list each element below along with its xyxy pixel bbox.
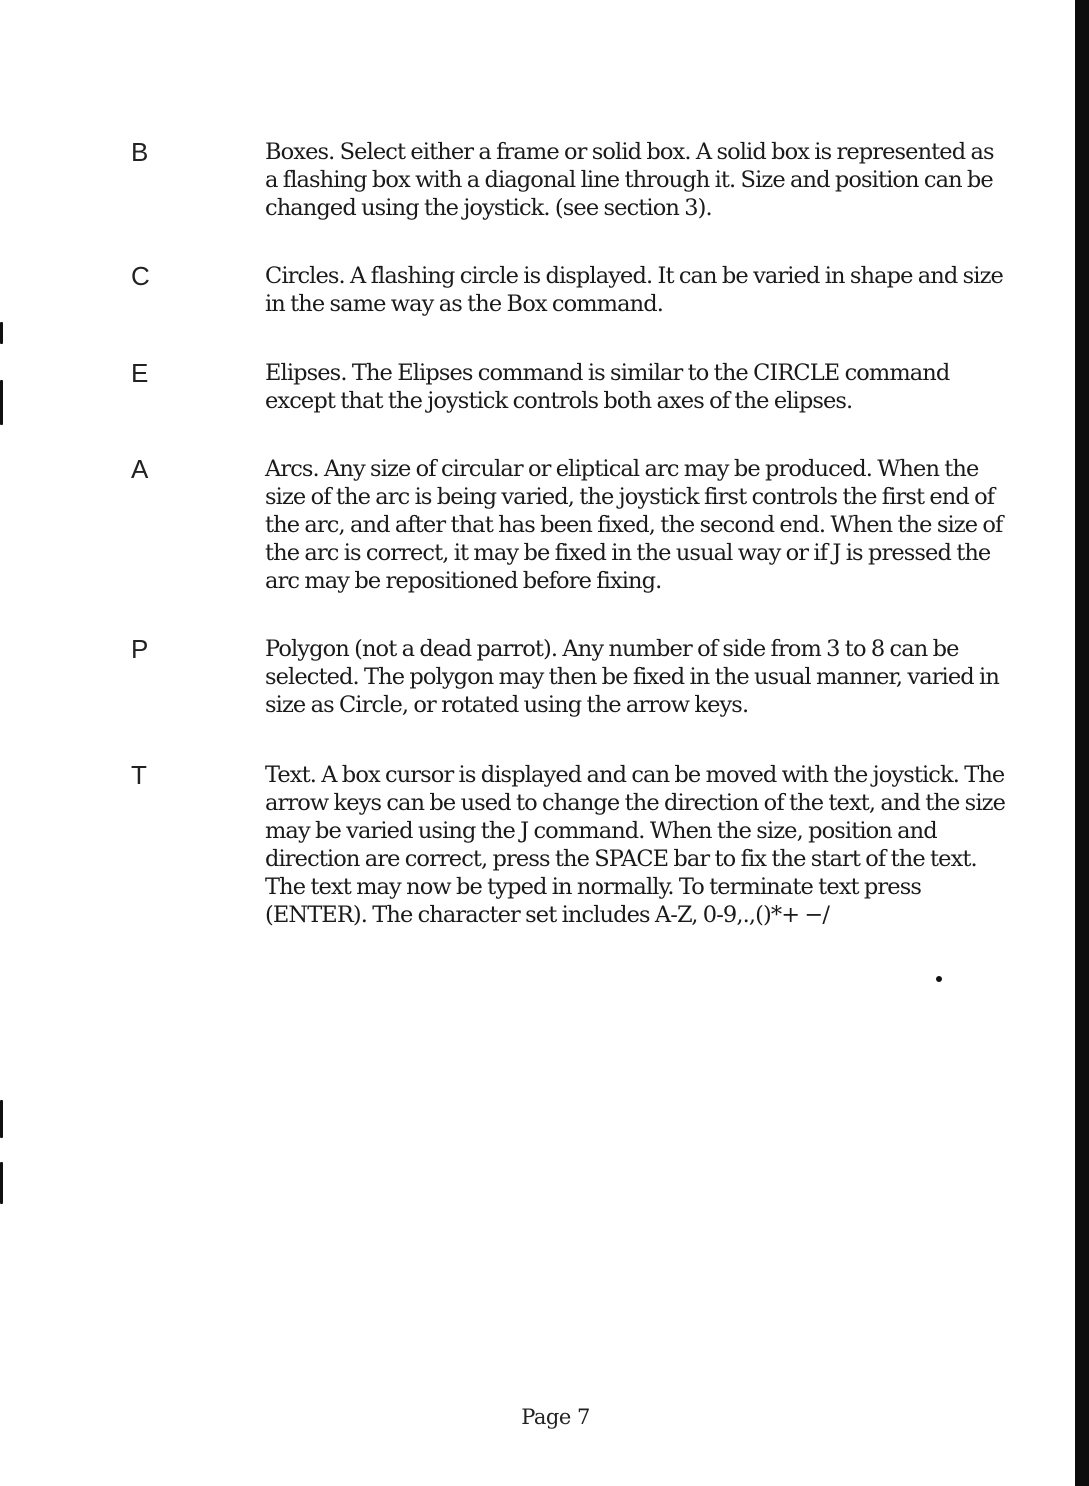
command-key: B: [131, 137, 149, 167]
command-key: E: [131, 358, 149, 388]
command-key: T: [131, 760, 147, 790]
scan-left-mark: [0, 380, 3, 425]
scan-left-mark: [0, 1100, 3, 1138]
command-description: Text. A box cursor is displayed and can be moved with the joystick. The arrow keys can be used to change the direction of the text, and the size may be varied using the J command. When the size, position and direction are correct, press the SPACE bar to fix the start of the text. The text may now be typed in normally. To terminate text press (ENTER). The character set includes A-Z, 0-9,.,()*+ −/: [265, 762, 1005, 928]
command-description: Circles. A flashing circle is displayed. It can be varied in shape and size in the same way as the Box command.: [265, 263, 1003, 317]
stray-dot: [936, 976, 942, 982]
command-description: Polygon (not a dead parrot). Any number of side from 3 to 8 can be selected. The polygon may then be fixed in the usual manner, varied in size as Circle, or rotated using the arrow keys.: [265, 636, 999, 718]
command-key: C: [131, 261, 150, 291]
command-description: Arcs. Any size of circular or eliptical arc may be produced. When the size of the arc is being varied, the joystick first controls the first end of the arc, and after that has been fixed, the second end. When the size of the arc is correct, it may be fixed in the usual way or if J is pressed the arc may be repositioned before fixing.: [265, 456, 1003, 594]
scan-left-mark: [0, 322, 3, 344]
command-description: Boxes. Select either a frame or solid box. A solid box is represented as a flashing box with a diagonal line through it. Size and position can be changed using the joystick. (see section 3).: [265, 139, 994, 221]
scan-left-mark: [0, 1162, 3, 1204]
scan-right-edge: [1075, 0, 1089, 1486]
command-key: A: [131, 454, 149, 484]
page-number: Page 7: [521, 1405, 590, 1429]
command-description: Elipses. The Elipses command is similar to the CIRCLE command except that the joystick controls both axes of the elipses.: [265, 360, 950, 414]
command-key: P: [131, 634, 149, 664]
